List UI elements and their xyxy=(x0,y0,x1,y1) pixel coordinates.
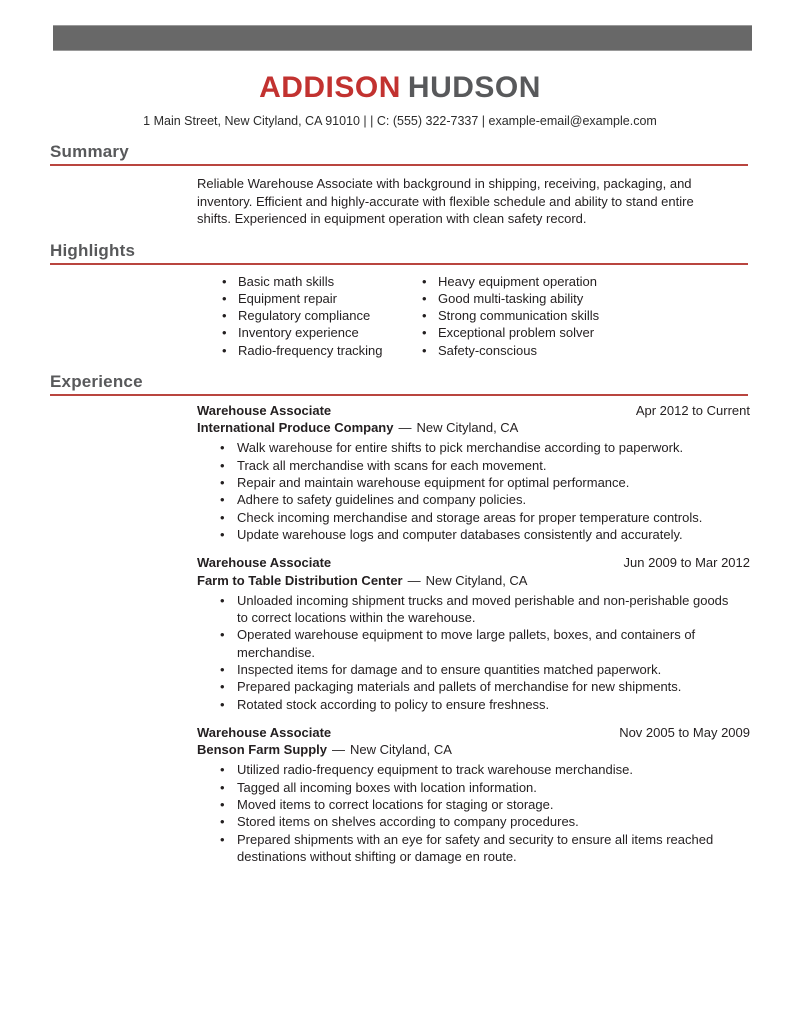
highlight-item: • Heavy equipment operation xyxy=(420,273,620,290)
job-subheader xyxy=(197,741,750,758)
highlights-heading: Highlights xyxy=(50,240,748,265)
job-title: Warehouse Associate xyxy=(197,555,332,571)
highlights-section xyxy=(50,240,750,359)
job-header xyxy=(197,554,750,571)
highlight-item: • Basic math skills xyxy=(220,273,420,290)
highlight-item: • Inventory experience xyxy=(220,324,420,341)
job-bullet: • Unloaded incoming shipment trucks and moved perishable and non-perishable goods to correct locations within the warehouse. xyxy=(217,592,732,627)
job-bullet: • Update warehouse logs and computer databases consistently and accurately. xyxy=(217,526,732,543)
summary-section xyxy=(50,141,750,228)
contact-line: 1 Main Street, New Cityland, CA 91010 | | C: (555) 322-7337 | example-email@example.com xyxy=(143,114,657,128)
highlights-column-2 xyxy=(420,273,620,359)
summary-heading: Summary xyxy=(50,141,748,166)
job-bullet: • Prepared packaging materials and pallets of merchandise for new shipments. xyxy=(217,678,732,695)
highlight-item: • Exceptional problem solver xyxy=(420,324,620,341)
candidate-name xyxy=(50,71,750,105)
job-bullet: • Prepared shipments with an eye for safety and security to ensure all items reached destinations without shifting or damage en route. xyxy=(217,831,732,866)
job-bullet-list xyxy=(217,592,732,713)
first-name: ADDISON xyxy=(259,71,401,104)
job-location: New Cityland, CA xyxy=(350,742,452,758)
job-bullet: • Operated warehouse equipment to move large pallets, boxes, and containers of merchandise. xyxy=(217,626,732,661)
highlight-item: • Radio-frequency tracking xyxy=(220,342,420,359)
highlight-item: • Good multi-tasking ability xyxy=(420,290,620,307)
job-bullet: • Inspected items for damage and to ensure quantities matched paperwork. xyxy=(217,661,732,678)
highlight-item: • Equipment repair xyxy=(220,290,420,307)
job-dates: Jun 2009 to Mar 2012 xyxy=(623,555,750,571)
job-header xyxy=(197,402,750,419)
last-name: HUDSON xyxy=(407,71,541,104)
highlight-item: • Safety-conscious xyxy=(420,342,620,359)
job-subheader xyxy=(197,419,750,436)
highlight-item: • Regulatory compliance xyxy=(220,307,420,324)
job-bullet: • Utilized radio-frequency equipment to track warehouse merchandise. xyxy=(217,761,732,778)
job-title: Warehouse Associate xyxy=(197,402,332,418)
company-name: International Produce Company xyxy=(197,420,394,436)
job-bullet-list xyxy=(217,761,732,865)
job-entry xyxy=(197,402,750,543)
job-bullet: • Stored items on shelves according to company procedures. xyxy=(217,813,732,830)
job-bullet: • Repair and maintain warehouse equipment for optimal performance. xyxy=(217,474,732,491)
job-entry xyxy=(197,554,750,713)
experience-heading: Experience xyxy=(50,371,748,396)
summary-text: Reliable Warehouse Associate with background in shipping, receiving, packaging, and inventory. Efficient and highly-accurate with flexible schedule and ability to stand entire shifts. Experienced in equipment operation with clean safety record. xyxy=(197,176,694,226)
job-location: New Cityland, CA xyxy=(416,420,519,436)
company-location-separator: — xyxy=(407,572,421,588)
job-header xyxy=(197,724,750,741)
company-name: Farm to Table Distribution Center xyxy=(197,572,403,588)
job-dates: Apr 2012 to Current xyxy=(635,402,750,418)
company-location-separator: — xyxy=(332,742,346,758)
job-bullet: • Rotated stock according to policy to ensure freshness. xyxy=(217,696,732,713)
job-location: New Cityland, CA xyxy=(425,572,528,588)
job-bullet: • Check incoming merchandise and storage areas for proper temperature controls. xyxy=(217,509,732,526)
header-bar xyxy=(53,25,752,51)
highlight-item: • Strong communication skills xyxy=(420,307,620,324)
job-bullet: • Tagged all incoming boxes with location information. xyxy=(217,779,732,796)
job-bullet: • Moved items to correct locations for staging or storage. xyxy=(217,796,732,813)
job-entry xyxy=(197,724,750,865)
job-bullet: • Walk warehouse for entire shifts to pick merchandise according to paperwork. xyxy=(217,439,732,456)
highlights-columns xyxy=(220,273,750,359)
job-dates: Nov 2005 to May 2009 xyxy=(619,724,750,740)
job-bullet: • Adhere to safety guidelines and company policies. xyxy=(217,491,732,508)
job-subheader xyxy=(197,572,750,589)
company-location-separator: — xyxy=(398,420,412,436)
job-title: Warehouse Associate xyxy=(197,724,332,740)
job-bullet: • Track all merchandise with scans for each movement. xyxy=(217,457,732,474)
highlights-column-1 xyxy=(220,273,420,359)
job-bullet-list xyxy=(217,439,732,543)
company-name: Benson Farm Supply xyxy=(197,742,328,758)
experience-section xyxy=(50,371,750,865)
